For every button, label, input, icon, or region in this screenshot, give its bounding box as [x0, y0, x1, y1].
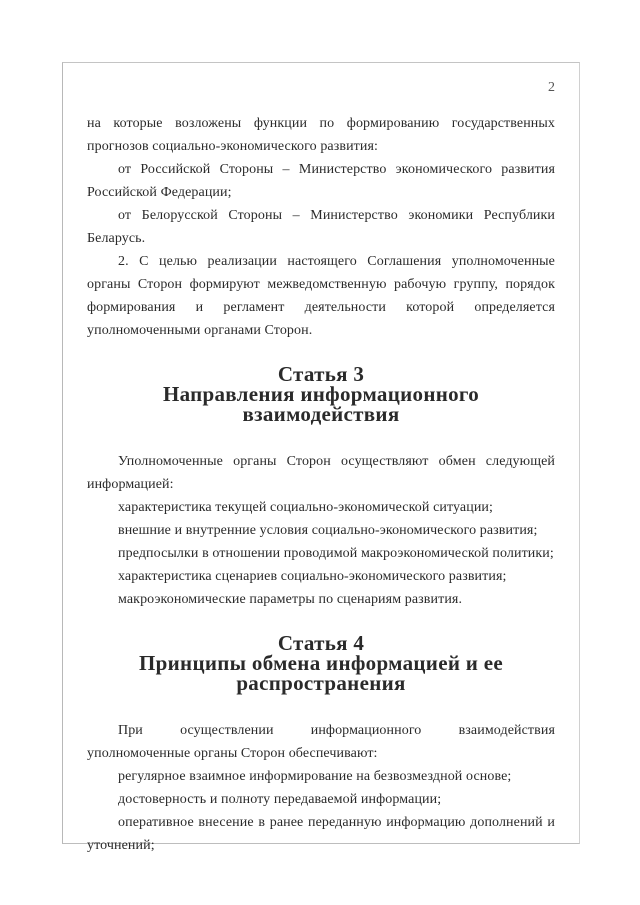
article4-item: регулярное взаимное информирование на безвозмездной основе; [118, 769, 512, 784]
article4-number: Статья 4 [277, 631, 365, 655]
paragraph-working-group: 2. С целью реализации настоящего Соглашения уполномоченные органы Сторон формируют межведомственную рабочую группу, порядок формирования и регламент деятельности которой определяется уполномоченными органами Сторон. [87, 254, 555, 338]
article3-intro: Уполномоченные органы Сторон осуществляют обмен следующей информацией: [87, 454, 555, 492]
article4-intro: При осуществлении информационного взаимодействия уполномоченные органы Сторон обеспечивают: [87, 723, 555, 761]
article4-item: достоверность и полноту передаваемой информации; [118, 792, 442, 807]
article3-number: Статья 3 [277, 362, 365, 386]
article3-item: внешние и внутренние условия социально-экономического развития; [118, 523, 538, 538]
article3-item: характеристика текущей социально-экономической ситуации; [118, 500, 494, 515]
paragraph-belarusian-side: от Белорусской Стороны – Министерство экономики Республики Беларусь. [87, 208, 555, 246]
article4-title: Принципы обмена информацией и ее распространения [139, 651, 503, 695]
page-number: 2 [548, 80, 555, 95]
article3-title: Направления информационного взаимодействия [162, 382, 480, 426]
paragraph-russian-side: от Российской Стороны – Министерство экономического развития Российской Федерации; [87, 162, 555, 200]
article3-item: макроэкономические параметры по сценариям развития. [118, 592, 463, 607]
paragraph-continuation: на которые возложены функции по формированию государственных прогнозов социально-экономического развития: [87, 116, 555, 154]
article3-item: предпосылки в отношении проводимой макроэкономической политики; [118, 546, 554, 561]
article3-item: характеристика сценариев социально-экономического развития; [118, 569, 507, 584]
document-body [87, 112, 555, 857]
article4-item: оперативное внесение в ранее переданную информацию дополнений и уточнений; [87, 815, 555, 853]
